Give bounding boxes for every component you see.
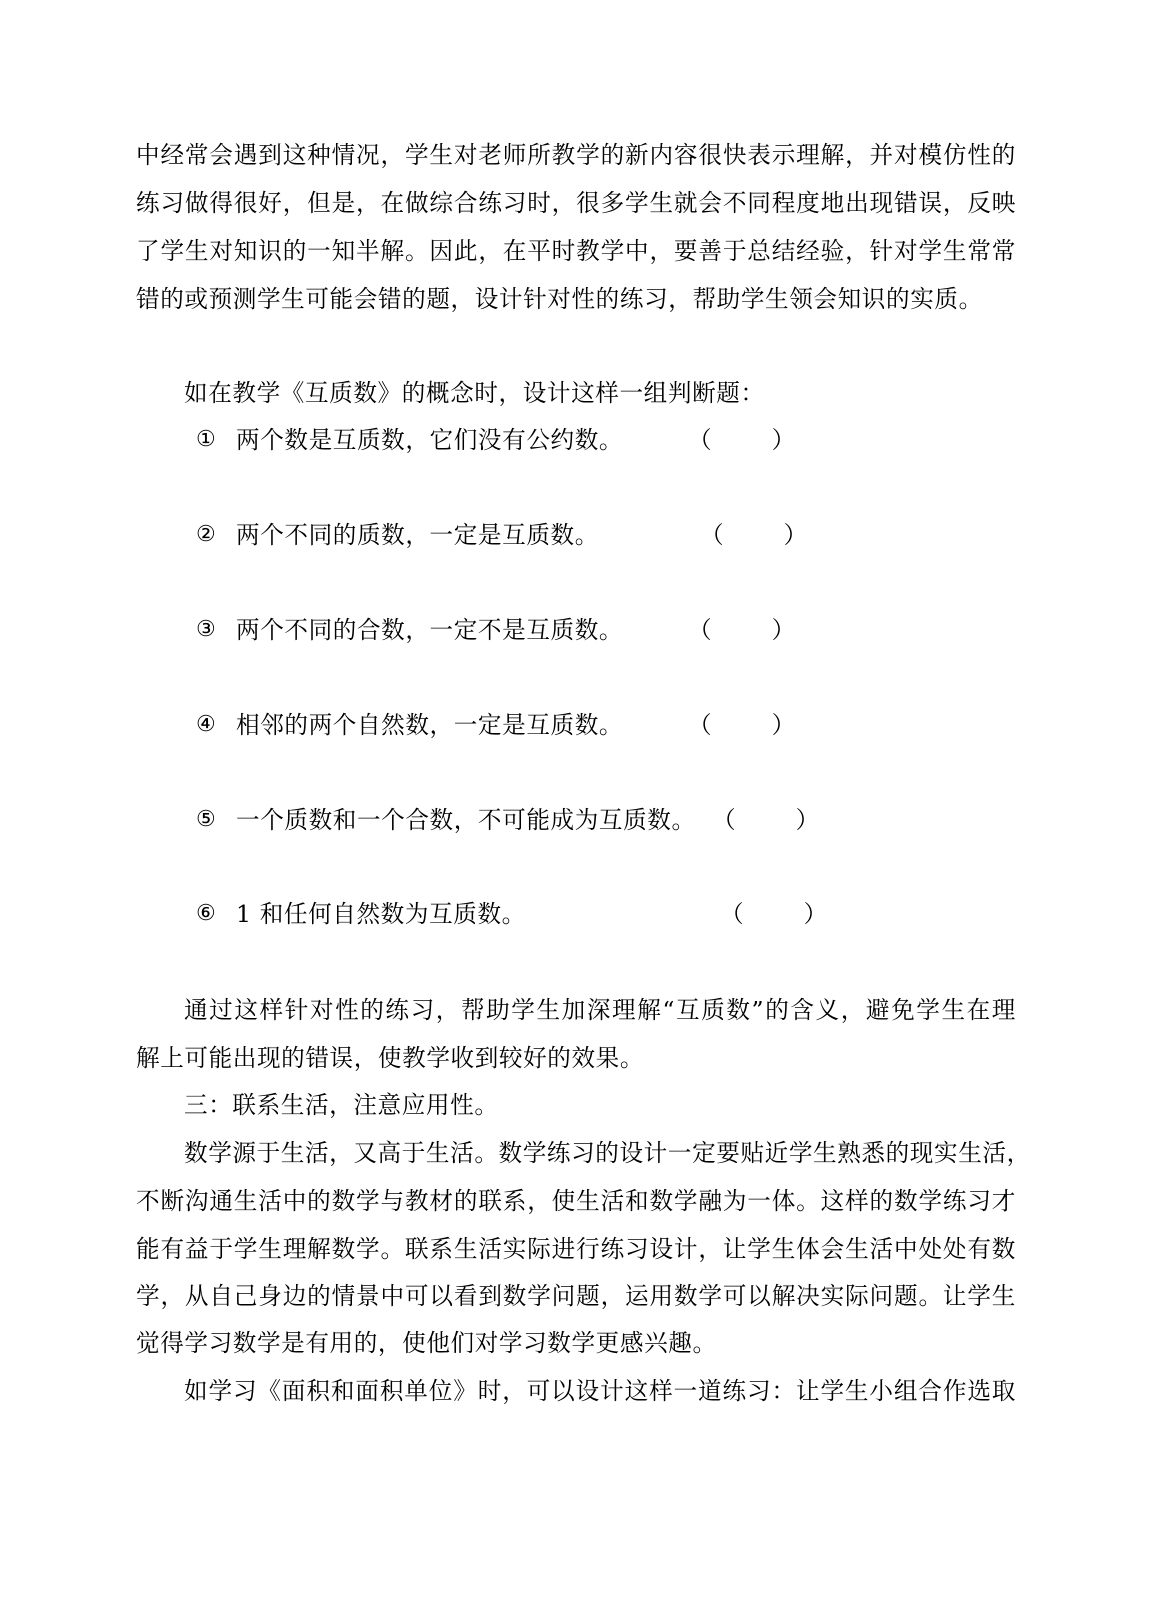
answer-blank: （ ） bbox=[700, 521, 808, 549]
paragraph-line: 能有益于学生理解数学。联系生活实际进行练习设计，让学生体会生活中处处有数 bbox=[136, 1235, 1016, 1263]
paragraph-line: 学，从自己身边的情景中可以看到数学问题，运用数学可以解决实际问题。让学生 bbox=[136, 1282, 1016, 1310]
question-text: 1 和任何自然数为互质数。 bbox=[236, 900, 526, 928]
question-number: ⑤ bbox=[196, 807, 216, 832]
question-number: ③ bbox=[196, 617, 216, 642]
question-number: ② bbox=[196, 522, 216, 547]
question-text: 两个数是互质数，它们没有公约数。 bbox=[236, 426, 624, 454]
paragraph-line: 通过这样针对性的练习，帮助学生加深理解“互质数”的含义，避免学生在理 bbox=[184, 996, 1016, 1024]
question-number: ① bbox=[196, 427, 216, 452]
question-number: ⑥ bbox=[196, 901, 216, 926]
paragraph-line: 数学源于生活，又高于生活。数学练习的设计一定要贴近学生熟悉的现实生活， bbox=[184, 1139, 1031, 1167]
answer-blank: （ ） bbox=[688, 616, 796, 644]
paragraph-line: 中经常会遇到这种情况，学生对老师所教学的新内容很快表示理解，并对模仿性的 bbox=[136, 141, 1016, 169]
paragraph-line: 了学生对知识的一知半解。因此，在平时教学中，要善于总结经验，针对学生常常 bbox=[136, 237, 1016, 265]
section-heading: 三：联系生活，注意应用性。 bbox=[184, 1091, 499, 1119]
answer-blank: （ ） bbox=[712, 806, 820, 834]
question-text: 一个质数和一个合数，不可能成为互质数。 bbox=[236, 806, 696, 834]
answer-blank: （ ） bbox=[720, 900, 828, 928]
question-text: 两个不同的合数，一定不是互质数。 bbox=[236, 616, 624, 644]
question-number: ④ bbox=[196, 712, 216, 737]
paragraph-line: 不断沟通生活中的数学与教材的联系，使生活和数学融为一体。这样的数学练习才 bbox=[136, 1187, 1016, 1215]
paragraph-line: 解上可能出现的错误，使教学收到较好的效果。 bbox=[136, 1044, 645, 1072]
paragraph-line: 觉得学习数学是有用的，使他们对学习数学更感兴趣。 bbox=[136, 1329, 717, 1357]
paragraph-line: 错的或预测学生可能会错的题，设计针对性的练习，帮助学生领会知识的实质。 bbox=[136, 285, 983, 313]
answer-blank: （ ） bbox=[688, 426, 796, 454]
question-intro: 如在教学《互质数》的概念时，设计这样一组判断题： bbox=[184, 379, 765, 407]
question-text: 两个不同的质数，一定是互质数。 bbox=[236, 521, 599, 549]
paragraph-line: 如学习《面积和面积单位》时，可以设计这样一道练习：让学生小组合作选取 bbox=[184, 1377, 1016, 1405]
paragraph-line: 练习做得很好，但是，在做综合练习时，很多学生就会不同程度地出现错误，反映 bbox=[136, 189, 1016, 217]
answer-blank: （ ） bbox=[688, 711, 796, 739]
question-text: 相邻的两个自然数，一定是互质数。 bbox=[236, 711, 624, 739]
